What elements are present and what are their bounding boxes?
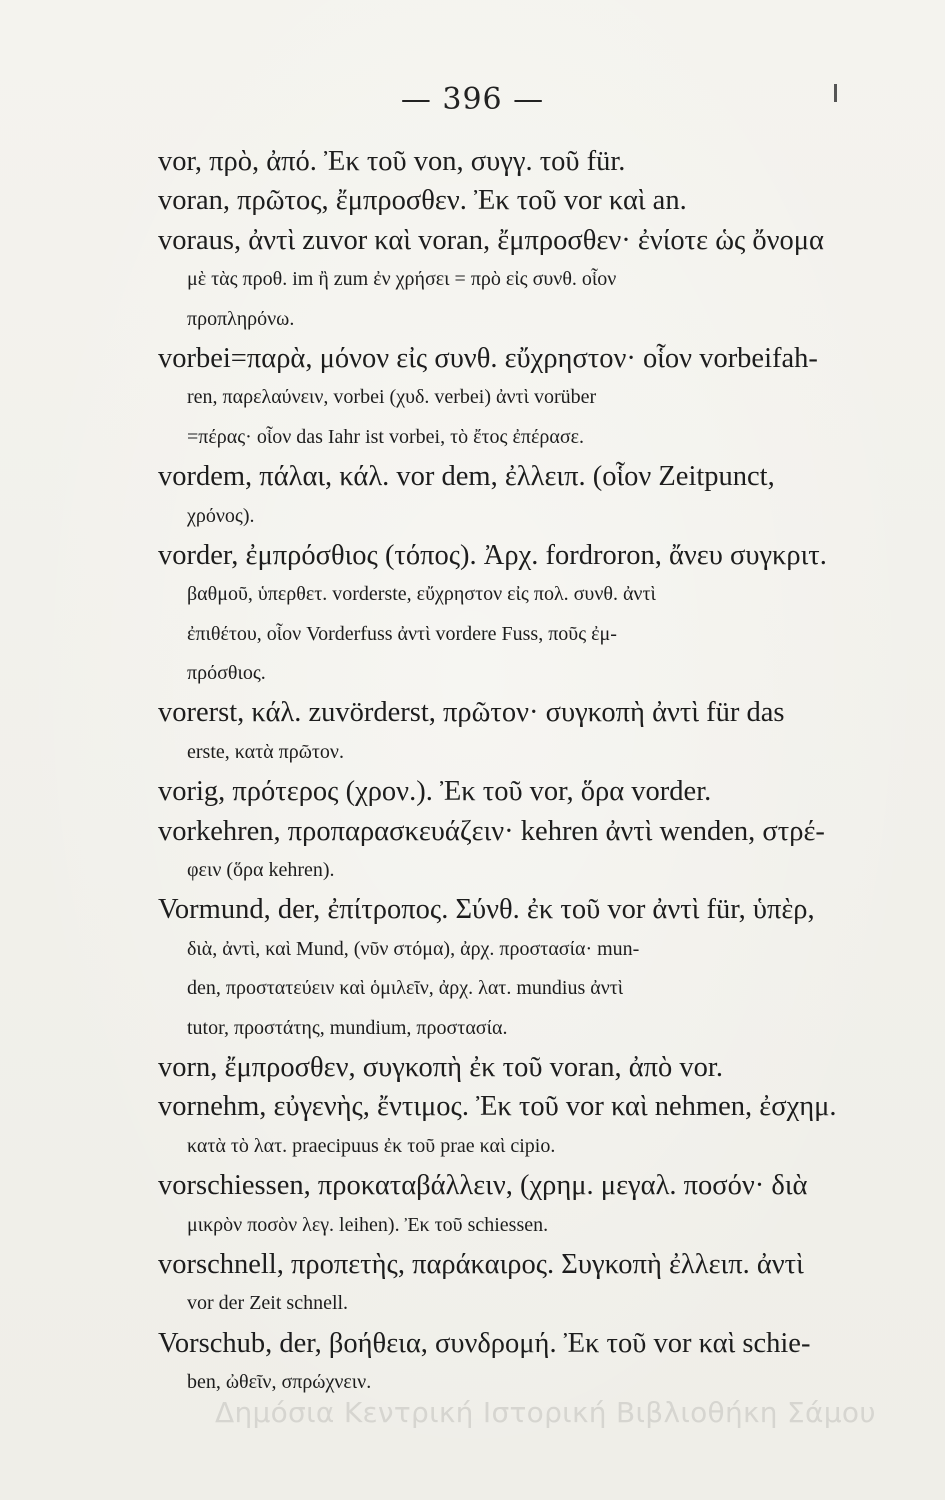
entry-vorkehren xyxy=(158,812,880,891)
entry-vordem xyxy=(158,457,880,536)
entry-line: βαθμοῦ, ὑπερθετ. vorderste, εὔχρηστον εἰς πολ. συνθ. ἀντὶ xyxy=(187,583,656,606)
entry-line: vordem, πάλαι, κάλ. vor dem, ἐλλειπ. (οἷον Zeitpunct, xyxy=(158,461,775,493)
entry-line: vorder, ἐμπρόσθιος (τόπος). Ἀρχ. fordroron, ἄνευ συγκριτ. xyxy=(158,539,827,571)
entry-line: ἐπιθέτου, οἷον Vorderfuss ἀντὶ vordere Fuss, ποῦς ἐμ- xyxy=(187,622,617,645)
entry-line: vorn, ἔμπροσθεν, συγκοπὴ ἐκ τοῦ voran, ἀπὸ vor. xyxy=(158,1051,723,1083)
entry-vorig xyxy=(158,772,880,811)
entry-vorerst xyxy=(158,693,880,772)
entry-vorschub xyxy=(158,1324,880,1403)
entry-line: ben, ὠθεῖν, σπρώχνειν. xyxy=(187,1371,372,1394)
entry-line: vor der Zeit schnell. xyxy=(187,1292,349,1315)
library-watermark: Δημόσια Κεντρική Ιστορική Βιβλιοθήκη Σάμου xyxy=(215,1396,876,1429)
entry-line: vorschnell, προπετὴς, παράκαιρος. Συγκοπὴ ἐλλειπ. ἀντὶ xyxy=(158,1248,804,1280)
margin-mark xyxy=(834,84,837,102)
entry-line: vorbei=παρὰ, μόνον εἰς συνθ. εὔχρηστον· οἷον vorbeifah- xyxy=(158,342,818,374)
entry-vorschiessen xyxy=(158,1166,880,1245)
entry-voraus xyxy=(158,221,880,339)
entry-line: vorkehren, προπαρασκευάζειν· kehren ἀντὶ wenden, στρέ- xyxy=(158,815,825,847)
entry-line: κατὰ τὸ λατ. praecipuus ἐκ τοῦ prae καὶ cipio. xyxy=(187,1134,556,1157)
entry-line: voraus, ἀντὶ zuvor καὶ voran, ἔμπροσθεν· ἐνίοτε ὡς ὄνομα xyxy=(158,224,824,256)
page-number: — 396 — xyxy=(400,82,545,117)
entry-line: μὲ τὰς προθ. im ἢ zum ἐν χρήσει = πρὸ εἰς συνθ. οἷον xyxy=(187,268,617,291)
entry-vor xyxy=(158,142,880,181)
entry-line: μικρὸν ποσὸν λεγ. leihen). Ἐκ τοῦ schiessen. xyxy=(187,1213,549,1236)
entry-line: tutor, προστάτης, mundium, προστασία. xyxy=(187,1016,508,1039)
entry-line: πρόσθιος. xyxy=(187,662,266,685)
entry-vorbei xyxy=(158,339,880,457)
entry-line: προπληρόνω. xyxy=(187,307,295,330)
entry-line: φειν (ὅρα kehren). xyxy=(187,859,335,882)
entry-line: erste, κατὰ πρῶτον. xyxy=(187,740,344,763)
entry-line: vor, πρὸ, ἀπό. Ἐκ τοῦ von, συγγ. τοῦ für. xyxy=(158,146,626,177)
entry-line: ren, παρελαύνειν, vorbei (χυδ. verbei) ἀντὶ vorüber xyxy=(187,386,597,409)
entry-line: vorerst, κάλ. zuvörderst, πρῶτον· συγκοπὴ ἀντὶ für das xyxy=(158,697,785,729)
entry-line: =πέρας· οἷον das Iahr ist vorbei, τὸ ἔτος ἐπέρασε. xyxy=(187,425,585,448)
entry-vormund xyxy=(158,890,880,1048)
entry-line: Vormund, der, ἐπίτροπος. Σύνθ. ἐκ τοῦ vor ἀντὶ für, ὑπὲρ, xyxy=(158,894,815,926)
entry-line: διὰ, ἀντὶ, καὶ Mund, (νῦν στόμα), ἀρχ. προστασία· mun- xyxy=(187,937,640,960)
dictionary-text xyxy=(158,142,880,1403)
entry-line: vornehm, εὐγενὴς, ἔντιμος. Ἐκ τοῦ vor καὶ nehmen, ἐσχημ. xyxy=(158,1091,837,1123)
entry-line: den, προστατεύειν καὶ ὁμιλεῖν, ἀρχ. λατ. mundius ἀντὶ xyxy=(187,977,624,1000)
entry-voran xyxy=(158,181,880,220)
entry-vorn xyxy=(158,1048,880,1087)
entry-vorschnell xyxy=(158,1245,880,1324)
entry-vornehm xyxy=(158,1087,880,1166)
entry-line: Vorschub, der, βοήθεια, συνδρομή. Ἐκ τοῦ vor καὶ schie- xyxy=(158,1327,811,1359)
entry-line: voran, πρῶτος, ἔμπροσθεν. Ἐκ τοῦ vor καὶ an. xyxy=(158,185,687,217)
entry-vorder xyxy=(158,536,880,694)
entry-line: vorig, πρότερος (χρον.). Ἐκ τοῦ vor, ὅρα vorder. xyxy=(158,776,712,808)
entry-line: vorschiessen, προκαταβάλλειν, (χρημ. μεγαλ. ποσόν· διὰ xyxy=(158,1170,808,1202)
entry-line: χρόνος). xyxy=(187,504,255,527)
